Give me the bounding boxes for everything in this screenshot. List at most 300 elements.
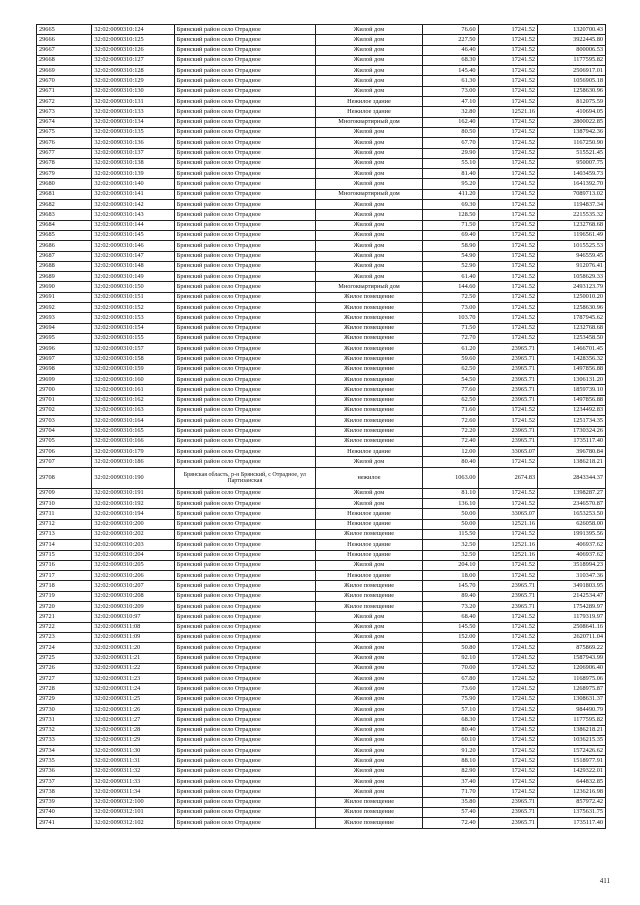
cell-area: 136.10	[423, 499, 478, 509]
table-row	[37, 210, 606, 220]
cell-type: Жилой дом	[315, 725, 423, 735]
cell-num: 29726	[37, 663, 92, 673]
cell-area: 162.40	[423, 117, 478, 127]
cell-cad: 32:02:0090311:32	[92, 766, 174, 776]
cell-type: Жилой дом	[315, 643, 423, 653]
table-row	[37, 467, 606, 488]
cell-area: 73.00	[423, 303, 478, 313]
cell-addr: Брянский район село Отрадное	[174, 272, 315, 282]
cell-addr: Брянский район село Отрадное	[174, 787, 315, 797]
cell-num: 29680	[37, 179, 92, 189]
cell-total: 1194837.34	[538, 200, 606, 210]
cell-total: 1403459.73	[538, 169, 606, 179]
cell-cad: 32:02:0090310:128	[92, 66, 174, 76]
cell-price: 17241.52	[478, 529, 538, 539]
cell-type: Нежилое здание	[315, 107, 423, 117]
table-body	[37, 25, 606, 829]
cell-area: 50.00	[423, 519, 478, 529]
cell-price: 17241.52	[478, 405, 538, 415]
cell-price: 17241.52	[478, 787, 538, 797]
cell-cad: 32:02:0090310:207	[92, 581, 174, 591]
cell-type: Жилой дом	[315, 230, 423, 240]
cell-total: 1258630.96	[538, 86, 606, 96]
cell-area: 29.90	[423, 148, 478, 158]
cell-area: 52.90	[423, 261, 478, 271]
cell-total: 1167250.90	[538, 138, 606, 148]
cell-type: Жилой дом	[315, 746, 423, 756]
cell-cad: 32:02:0090310:130	[92, 86, 174, 96]
cell-total: 1641392.70	[538, 179, 606, 189]
cell-num: 29667	[37, 45, 92, 55]
cell-type: Жилой дом	[315, 86, 423, 96]
cell-area: 71.60	[423, 405, 478, 415]
cell-type: Жилой дом	[315, 674, 423, 684]
cell-total: 1058629.33	[538, 272, 606, 282]
cell-addr: Брянский район село Отрадное	[174, 107, 315, 117]
cell-cad: 32:02:0090310:124	[92, 25, 174, 35]
cell-total: 2346570.87	[538, 499, 606, 509]
cell-cad: 32:02:0090311:25	[92, 694, 174, 704]
cell-num: 29684	[37, 220, 92, 230]
table-row	[37, 35, 606, 45]
cell-num: 29690	[37, 282, 92, 292]
cell-type: Жилой дом	[315, 715, 423, 725]
cell-addr: Брянский район село Отрадное	[174, 158, 315, 168]
cell-total: 1177595.82	[538, 715, 606, 725]
cell-area: 145.40	[423, 66, 478, 76]
table-row	[37, 777, 606, 787]
cell-addr: Брянский район село Отрадное	[174, 333, 315, 343]
cell-num: 29701	[37, 395, 92, 405]
cell-total: 1730324.26	[538, 426, 606, 436]
cell-total: 1653253.50	[538, 509, 606, 519]
table-row	[37, 705, 606, 715]
cell-total: 3491803.95	[538, 581, 606, 591]
table-row	[37, 86, 606, 96]
cell-num: 29739	[37, 797, 92, 807]
cell-type: Жилой дом	[315, 663, 423, 673]
cell-cad: 32:02:0090310:149	[92, 272, 174, 282]
cell-addr: Брянский район село Отрадное	[174, 777, 315, 787]
cell-type: Жилой дом	[315, 457, 423, 467]
cell-area: 81.10	[423, 488, 478, 498]
cell-addr: Брянский район село Отрадное	[174, 684, 315, 694]
cell-area: 60.10	[423, 735, 478, 745]
cell-price: 23965.71	[478, 344, 538, 354]
cell-addr: Брянский район село Отрадное	[174, 86, 315, 96]
cell-num: 29692	[37, 303, 92, 313]
cell-area: 77.60	[423, 385, 478, 395]
table-row	[37, 364, 606, 374]
cell-type: Жилое помещение	[315, 375, 423, 385]
cell-addr: Брянский район село Отрадное	[174, 550, 315, 560]
cell-cad: 32:02:0090312:102	[92, 818, 174, 828]
cell-num: 29677	[37, 148, 92, 158]
cell-type: Жилое помещение	[315, 436, 423, 446]
cell-cad: 32:02:0090310:162	[92, 395, 174, 405]
cell-area: 47.10	[423, 97, 478, 107]
cell-type: Жилой дом	[315, 169, 423, 179]
cell-num: 29719	[37, 591, 92, 601]
cell-total: 1056905.18	[538, 76, 606, 86]
cell-total: 7089713.02	[538, 189, 606, 199]
table-row	[37, 715, 606, 725]
table-row	[37, 457, 606, 467]
table-row	[37, 107, 606, 117]
cell-type: Жилой дом	[315, 261, 423, 271]
cell-total: 2843344.37	[538, 467, 606, 488]
cell-cad: 32:02:0090310:165	[92, 426, 174, 436]
cell-total: 1177595.82	[538, 55, 606, 65]
cell-total: 875869.22	[538, 643, 606, 653]
cell-type: Жилой дом	[315, 148, 423, 158]
cell-cad: 32:02:0090311:26	[92, 705, 174, 715]
cell-price: 17241.52	[478, 653, 538, 663]
cell-total: 1306131.20	[538, 375, 606, 385]
cell-num: 29729	[37, 694, 92, 704]
cell-total: 396780.84	[538, 447, 606, 457]
cell-total: 1236216.98	[538, 787, 606, 797]
cell-num: 29676	[37, 138, 92, 148]
cell-total: 984490.79	[538, 705, 606, 715]
cell-type: Жилой дом	[315, 138, 423, 148]
cell-cad: 32:02:0090310:192	[92, 499, 174, 509]
cell-num: 29717	[37, 571, 92, 581]
cell-price: 23965.71	[478, 807, 538, 817]
cell-area: 72.50	[423, 292, 478, 302]
cell-type: Жилой дом	[315, 787, 423, 797]
cell-num: 29683	[37, 210, 92, 220]
cell-price: 12521.16	[478, 107, 538, 117]
cell-total: 626058.00	[538, 519, 606, 529]
cell-addr: Брянский район село Отрадное	[174, 405, 315, 415]
cell-num: 29709	[37, 488, 92, 498]
cell-price: 17241.52	[478, 777, 538, 787]
cell-total: 3518994.23	[538, 560, 606, 570]
cell-price: 17241.52	[478, 457, 538, 467]
cell-cad: 32:02:0090311:24	[92, 684, 174, 694]
cell-price: 17241.52	[478, 560, 538, 570]
table-row	[37, 148, 606, 158]
cell-cad: 32:02:0090310:209	[92, 602, 174, 612]
cell-cad: 32:02:0090310:194	[92, 509, 174, 519]
cell-addr: Брянский район село Отрадное	[174, 725, 315, 735]
cell-type: Жилое помещение	[315, 797, 423, 807]
cell-total: 2493123.79	[538, 282, 606, 292]
cell-addr: Брянский район село Отрадное	[174, 354, 315, 364]
cell-area: 152.00	[423, 632, 478, 642]
cell-addr: Брянский район село Отрадное	[174, 560, 315, 570]
cell-area: 46.40	[423, 45, 478, 55]
cell-price: 17241.52	[478, 622, 538, 632]
cell-price: 12521.16	[478, 550, 538, 560]
cell-type: Нежилое здание	[315, 540, 423, 550]
cell-area: 67.70	[423, 138, 478, 148]
cell-area: 145.70	[423, 581, 478, 591]
cell-cad: 32:02:0090310:129	[92, 76, 174, 86]
cell-area: 67.80	[423, 674, 478, 684]
cell-addr: Брянский район село Отрадное	[174, 313, 315, 323]
cell-area: 89.40	[423, 591, 478, 601]
cell-total: 1168975.06	[538, 674, 606, 684]
cell-area: 69.40	[423, 230, 478, 240]
cell-area: 73.00	[423, 86, 478, 96]
table-row	[37, 509, 606, 519]
cell-num: 29681	[37, 189, 92, 199]
cell-cad: 32:02:0090311:22	[92, 663, 174, 673]
cell-num: 29732	[37, 725, 92, 735]
cell-type: Жилой дом	[315, 45, 423, 55]
cell-price: 2674.83	[478, 467, 538, 488]
cell-addr: Брянский район село Отрадное	[174, 643, 315, 653]
cell-cad: 32:02:0090311:30	[92, 746, 174, 756]
cell-area: 88.10	[423, 756, 478, 766]
cell-type: Жилой дом	[315, 158, 423, 168]
cell-type: Жилое помещение	[315, 602, 423, 612]
cell-num: 29731	[37, 715, 92, 725]
cell-area: 58.90	[423, 241, 478, 251]
cell-addr: Брянский район село Отрадное	[174, 323, 315, 333]
table-row	[37, 643, 606, 653]
cell-addr: Брянский район село Отрадное	[174, 766, 315, 776]
cell-num: 29738	[37, 787, 92, 797]
cell-num: 29675	[37, 127, 92, 137]
cell-cad: 32:02:0090310:158	[92, 354, 174, 364]
cell-num: 29668	[37, 55, 92, 65]
cell-total: 2620711.04	[538, 632, 606, 642]
cell-cad: 32:02:0090310:200	[92, 519, 174, 529]
cell-area: 80.40	[423, 457, 478, 467]
cell-total: 1308631.37	[538, 694, 606, 704]
cell-num: 29696	[37, 344, 92, 354]
cell-type: Жилой дом	[315, 705, 423, 715]
cell-total: 1320700.43	[538, 25, 606, 35]
cell-price: 17241.52	[478, 200, 538, 210]
table-row	[37, 241, 606, 251]
cell-price: 17241.52	[478, 261, 538, 271]
table-row	[37, 571, 606, 581]
cell-num: 29693	[37, 313, 92, 323]
cell-num: 29720	[37, 602, 92, 612]
cell-price: 17241.52	[478, 179, 538, 189]
cell-cad: 32:02:0090310:138	[92, 158, 174, 168]
cell-num: 29665	[37, 25, 92, 35]
table-row	[37, 333, 606, 343]
cell-num: 29713	[37, 529, 92, 539]
cell-cad: 32:02:0090311:33	[92, 777, 174, 787]
cell-price: 17241.52	[478, 138, 538, 148]
cell-area: 144.60	[423, 282, 478, 292]
cell-price: 17241.52	[478, 55, 538, 65]
cell-cad: 32:02:0090310:153	[92, 313, 174, 323]
cell-cad: 32:02:0090310:126	[92, 45, 174, 55]
cell-num: 29689	[37, 272, 92, 282]
table-row	[37, 158, 606, 168]
cell-num: 29735	[37, 756, 92, 766]
table-row	[37, 55, 606, 65]
cell-num: 29697	[37, 354, 92, 364]
cell-addr: Брянский район село Отрадное	[174, 55, 315, 65]
cell-total: 515521.45	[538, 148, 606, 158]
cell-price: 17241.52	[478, 25, 538, 35]
table-row	[37, 251, 606, 261]
cell-cad: 32:02:0090311:31	[92, 756, 174, 766]
cell-total: 950007.75	[538, 158, 606, 168]
cell-addr: Брянский район село Отрадное	[174, 189, 315, 199]
cell-addr: Брянский район село Отрадное	[174, 210, 315, 220]
cell-addr: Брянский район село Отрадное	[174, 622, 315, 632]
cell-num: 29715	[37, 550, 92, 560]
cell-price: 17241.52	[478, 272, 538, 282]
cell-addr: Брянский район село Отрадное	[174, 735, 315, 745]
cell-num: 29685	[37, 230, 92, 240]
cell-type: Жилое помещение	[315, 405, 423, 415]
cell-cad: 32:02:0090311:29	[92, 735, 174, 745]
cell-area: 62.50	[423, 364, 478, 374]
cell-cad: 32:02:0090310:145	[92, 230, 174, 240]
cadastral-value-table	[36, 24, 606, 829]
cell-cad: 32:02:0090310:151	[92, 292, 174, 302]
table-row	[37, 540, 606, 550]
cell-addr: Брянский район село Отрадное	[174, 416, 315, 426]
cell-total: 2142534.47	[538, 591, 606, 601]
table-row	[37, 807, 606, 817]
cell-price: 12521.16	[478, 540, 538, 550]
cell-addr: Брянский район село Отрадное	[174, 488, 315, 498]
cell-cad: 32:02:0090310:152	[92, 303, 174, 313]
cell-price: 17241.52	[478, 220, 538, 230]
cell-total: 1206906.40	[538, 663, 606, 673]
cell-total: 1428356.32	[538, 354, 606, 364]
cell-type: Жилой дом	[315, 560, 423, 570]
cell-addr: Брянский район село Отрадное	[174, 127, 315, 137]
cell-cad: 32:02:0090311:21	[92, 653, 174, 663]
table-row	[37, 261, 606, 271]
cell-addr: Брянский район село Отрадное	[174, 509, 315, 519]
cell-total: 1036215.35	[538, 735, 606, 745]
table-row	[37, 787, 606, 797]
table-row	[37, 602, 606, 612]
cell-cad: 32:02:0090310:163	[92, 405, 174, 415]
cell-addr: Брянский район село Отрадное	[174, 632, 315, 642]
cell-total: 857972.42	[538, 797, 606, 807]
cell-total: 2800022.85	[538, 117, 606, 127]
cell-addr: Брянский район село Отрадное	[174, 499, 315, 509]
cell-cad: 32:02:0090311:08	[92, 622, 174, 632]
table-row	[37, 230, 606, 240]
cell-price: 23965.71	[478, 385, 538, 395]
cell-cad: 32:02:0090310:135	[92, 127, 174, 137]
cell-cad: 32:02:0090310:179	[92, 447, 174, 457]
cell-price: 23965.71	[478, 375, 538, 385]
cell-total: 2508641.16	[538, 622, 606, 632]
table-row	[37, 499, 606, 509]
table-row	[37, 220, 606, 230]
cell-cad: 32:02:0090310:150	[92, 282, 174, 292]
cell-type: Жилой дом	[315, 76, 423, 86]
cell-num: 29706	[37, 447, 92, 457]
table-row	[37, 344, 606, 354]
cell-type: Жилой дом	[315, 622, 423, 632]
cell-price: 17241.52	[478, 715, 538, 725]
cell-price: 17241.52	[478, 282, 538, 292]
cell-type: Жилой дом	[315, 220, 423, 230]
table-row	[37, 436, 606, 446]
table-row	[37, 272, 606, 282]
cell-num: 29688	[37, 261, 92, 271]
table-row	[37, 622, 606, 632]
cell-num: 29705	[37, 436, 92, 446]
cell-num: 29694	[37, 323, 92, 333]
cell-area: 18.00	[423, 571, 478, 581]
cell-cad: 32:02:0090310:159	[92, 364, 174, 374]
cell-addr: Брянский район село Отрадное	[174, 581, 315, 591]
table-row	[37, 612, 606, 622]
cell-cad: 32:02:0090310:205	[92, 560, 174, 570]
cell-total: 1735117.40	[538, 818, 606, 828]
table-row	[37, 45, 606, 55]
cell-type: Жилой дом	[315, 241, 423, 251]
cell-type: Многоквартирный дом	[315, 282, 423, 292]
cell-type: Нежилое здание	[315, 519, 423, 529]
cell-total: 1375631.75	[538, 807, 606, 817]
cell-total: 1179319.97	[538, 612, 606, 622]
cell-type: Нежилое здание	[315, 571, 423, 581]
cell-type: Жилое помещение	[315, 395, 423, 405]
cell-num: 29687	[37, 251, 92, 261]
cell-num: 29679	[37, 169, 92, 179]
cell-type: Многоквартирный дом	[315, 189, 423, 199]
cell-type: Жилое помещение	[315, 313, 423, 323]
cell-area: 72.40	[423, 436, 478, 446]
cell-area: 72.20	[423, 426, 478, 436]
cell-addr: Брянский район село Отрадное	[174, 138, 315, 148]
cell-type: Жилое помещение	[315, 416, 423, 426]
cell-total: 1196561.49	[538, 230, 606, 240]
cell-cad: 32:02:0090310:140	[92, 179, 174, 189]
cell-cad: 32:02:0090310:137	[92, 148, 174, 158]
cell-addr: Брянский район село Отрадное	[174, 612, 315, 622]
cell-area: 68.30	[423, 715, 478, 725]
table-row	[37, 323, 606, 333]
cell-addr: Брянский район село Отрадное	[174, 97, 315, 107]
cell-area: 71.50	[423, 220, 478, 230]
cell-price: 23965.71	[478, 354, 538, 364]
cell-addr: Брянский район село Отрадное	[174, 447, 315, 457]
cell-num: 29671	[37, 86, 92, 96]
table-row	[37, 766, 606, 776]
cell-cad: 32:02:0090310:208	[92, 591, 174, 601]
cell-num: 29670	[37, 76, 92, 86]
cell-addr: Брянский район село Отрадное	[174, 663, 315, 673]
cell-cad: 32:02:0090310:203	[92, 540, 174, 550]
cell-area: 92.10	[423, 653, 478, 663]
cell-area: 32.80	[423, 107, 478, 117]
table-row	[37, 169, 606, 179]
cell-price: 23965.71	[478, 426, 538, 436]
cell-price: 33065.07	[478, 509, 538, 519]
cell-area: 50.00	[423, 509, 478, 519]
cell-area: 95.20	[423, 179, 478, 189]
cell-price: 17241.52	[478, 323, 538, 333]
cell-cad: 32:02:0090310:125	[92, 35, 174, 45]
table-row	[37, 746, 606, 756]
cell-price: 17241.52	[478, 612, 538, 622]
cell-area: 62.50	[423, 395, 478, 405]
cell-price: 17241.52	[478, 694, 538, 704]
cell-cad: 32:02:0090310:148	[92, 261, 174, 271]
table-row	[37, 189, 606, 199]
